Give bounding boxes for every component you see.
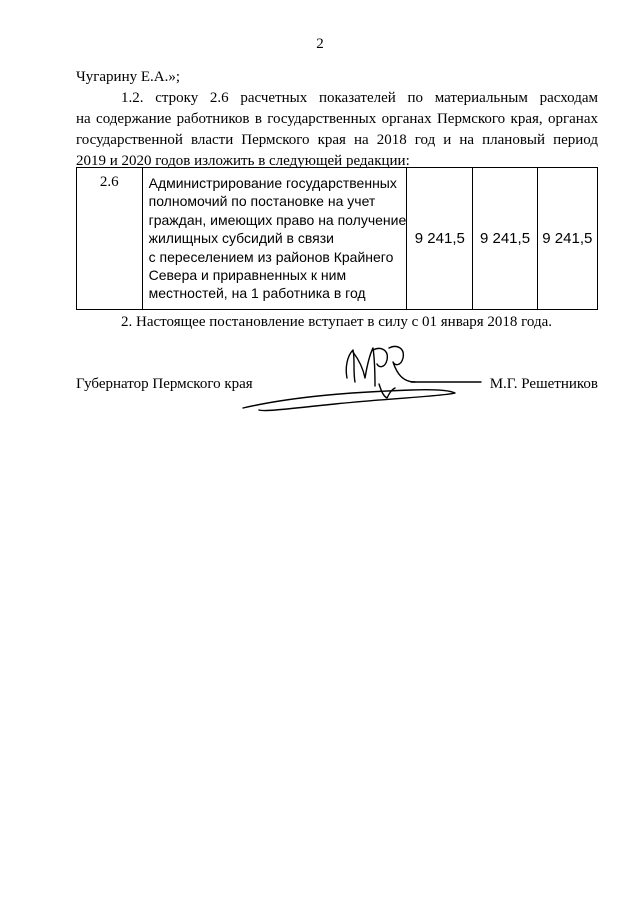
paragraph-1-line-4: 2019 и 2020 годов изложить в следующей редакции: xyxy=(76,153,410,169)
description-line: Севера и приравненных к ним xyxy=(148,267,347,284)
description-line: Администрирование государственных xyxy=(148,175,397,191)
signatory-title: Губернатор Пермского края xyxy=(76,376,253,392)
paragraph-1-line-2: на содержание работников в государственных органах Пермского края, органах xyxy=(76,111,598,127)
table-row xyxy=(77,168,598,310)
description-line: с переселением из районов Крайнего xyxy=(148,248,394,265)
page-number: 2 xyxy=(316,36,324,52)
description-line: жилищных субсидий в связи xyxy=(148,230,334,247)
description-line: граждан, имеющих право на получение xyxy=(148,211,407,228)
description-line: полномочий по постановке на учет xyxy=(148,193,376,210)
signatory-name: М.Г. Решетников xyxy=(489,376,598,392)
handwritten-signature xyxy=(235,338,485,428)
paragraph-2: 2. Настоящее постановление вступает в силу с 01 января 2018 года. xyxy=(121,314,553,330)
value-2018-cell: 9 241,5 xyxy=(407,168,473,310)
description-line: местностей, на 1 работника в год xyxy=(148,285,366,302)
value-2020-cell: 9 241,5 xyxy=(537,168,597,310)
indicators-table xyxy=(76,167,598,310)
paragraph-1-line-3: государственной власти Пермского края на 2018 год и на плановый период xyxy=(76,132,598,148)
row-number-cell: 2.6 xyxy=(77,168,143,310)
value-2019-cell: 9 241,5 xyxy=(473,168,537,310)
closing-quote-line: Чугарину Е.А.»; xyxy=(76,69,181,85)
paragraph-1-line-1: 1.2. строку 2.6 расчетных показателей по материальным расходам xyxy=(121,90,598,106)
row-description-cell xyxy=(142,168,407,310)
